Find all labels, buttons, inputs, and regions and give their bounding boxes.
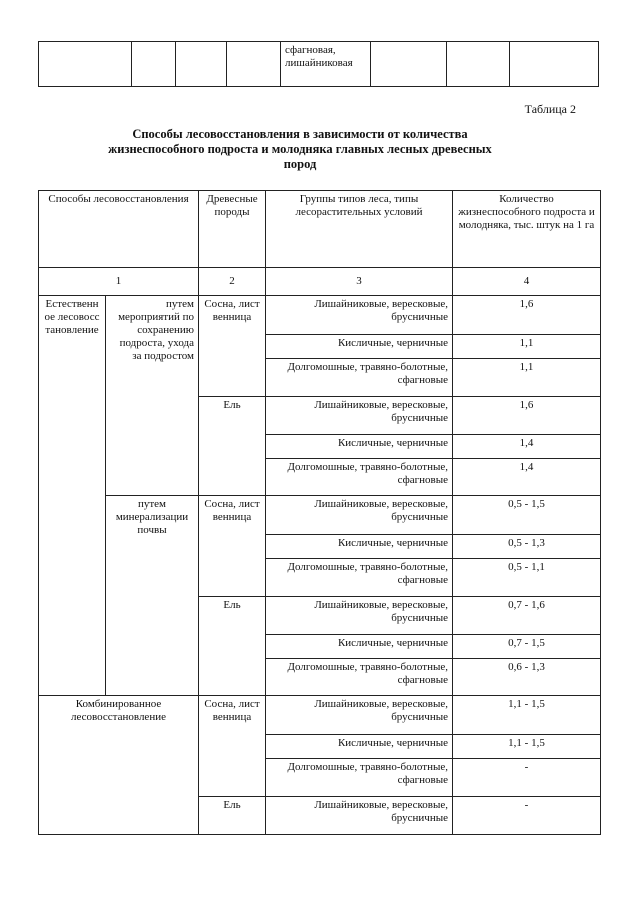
forest-type-cell: Долгомошные, травяно-болотные, сфагновые <box>266 559 453 597</box>
submethod-mineral-cell: путем минерализации почвы <box>106 496 199 696</box>
forest-type-cell: Кисличные, черничные <box>266 335 453 359</box>
species-spruce-cell: Ель <box>199 597 266 696</box>
quantity-cell: 0,7 - 1,5 <box>453 635 601 659</box>
header-species: Древесные породы <box>199 191 266 268</box>
forest-type-cell: Лишайниковые, вересковые, брусничные <box>266 597 453 635</box>
table-cell <box>371 42 447 87</box>
quantity-cell: - <box>453 759 601 797</box>
forest-type-cell: Кисличные, черничные <box>266 735 453 759</box>
quantity-cell: 0,5 - 1,1 <box>453 559 601 597</box>
quantity-cell: 1,6 <box>453 296 601 335</box>
quantity-cell: 0,5 - 1,5 <box>453 496 601 535</box>
quantity-cell: 0,7 - 1,6 <box>453 597 601 635</box>
forest-type-cell: Кисличные, черничные <box>266 435 453 459</box>
forest-type-cell: Лишайниковые, вересковые, брусничные <box>266 797 453 835</box>
table-cell <box>227 42 281 87</box>
species-spruce-cell: Ель <box>199 797 266 835</box>
quantity-cell: - <box>453 797 601 835</box>
quantity-cell: 1,1 <box>453 335 601 359</box>
table-cell <box>39 42 132 87</box>
quantity-cell: 1,1 - 1,5 <box>453 696 601 735</box>
forest-type-cell: Лишайниковые, вересковые, брусничные <box>266 397 453 435</box>
species-pine-cell: Сосна, лиственница <box>199 496 266 597</box>
quantity-cell: 0,5 - 1,3 <box>453 535 601 559</box>
reforestation-table <box>38 190 601 835</box>
forest-type-cell: Лишайниковые, вересковые, брусничные <box>266 696 453 735</box>
table-cell <box>447 42 510 87</box>
quantity-cell: 1,4 <box>453 435 601 459</box>
forest-type-cell: Долгомошные, травяно-болотные, сфагновые <box>266 359 453 397</box>
table-row <box>39 696 601 735</box>
table-row <box>39 496 601 535</box>
table-cell: сфагновая, лишайниковая <box>281 42 371 87</box>
natural-method-cell: Естественное лесовосстановление <box>39 296 106 696</box>
forest-type-cell: Лишайниковые, вересковые, брусничные <box>266 296 453 335</box>
header-methods: Способы лесовосстановления <box>39 191 199 268</box>
forest-type-cell: Кисличные, черничные <box>266 535 453 559</box>
forest-type-cell: Долгомошные, травяно-болотные, сфагновые <box>266 659 453 696</box>
forest-type-cell: Долгомошные, травяно-болотные, сфагновые <box>266 759 453 797</box>
header-forest-types: Группы типов леса, типы лесорастительных условий <box>266 191 453 268</box>
continued-table <box>38 41 599 87</box>
table-cell <box>176 42 227 87</box>
quantity-cell: 0,6 - 1,3 <box>453 659 601 696</box>
table-cell <box>132 42 176 87</box>
species-pine-cell: Сосна, лиственница <box>199 296 266 397</box>
header-quantity: Количество жизнеспособного подроста и молодняка, тыс. штук на 1 га <box>453 191 601 268</box>
column-number: 1 <box>39 268 199 296</box>
species-spruce-cell: Ель <box>199 397 266 496</box>
table-title: Способы лесовосстановления в зависимости от количества жизнеспособного подроста и молодняка главных лесных древесных пород <box>108 127 492 171</box>
species-pine-cell: Сосна, лиственница <box>199 696 266 797</box>
table-cell <box>510 42 599 87</box>
table-row <box>39 296 601 335</box>
table-label: Таблица 2 <box>524 102 576 116</box>
forest-type-cell: Долгомошные, травяно-болотные, сфагновые <box>266 459 453 496</box>
forest-type-cell: Лишайниковые, вересковые, брусничные <box>266 496 453 535</box>
submethod-measures-cell: путем мероприятий по сохранению подроста, ухода за подростом <box>106 296 199 496</box>
column-number: 4 <box>453 268 601 296</box>
header-row <box>39 191 601 268</box>
column-number: 2 <box>199 268 266 296</box>
quantity-cell: 1,1 - 1,5 <box>453 735 601 759</box>
column-number-row <box>39 268 601 296</box>
table-row <box>39 42 599 87</box>
quantity-cell: 1,1 <box>453 359 601 397</box>
combined-method-cell: Комбинированное лесовосстановление <box>39 696 199 835</box>
quantity-cell: 1,4 <box>453 459 601 496</box>
forest-type-cell: Кисличные, черничные <box>266 635 453 659</box>
column-number: 3 <box>266 268 453 296</box>
quantity-cell: 1,6 <box>453 397 601 435</box>
